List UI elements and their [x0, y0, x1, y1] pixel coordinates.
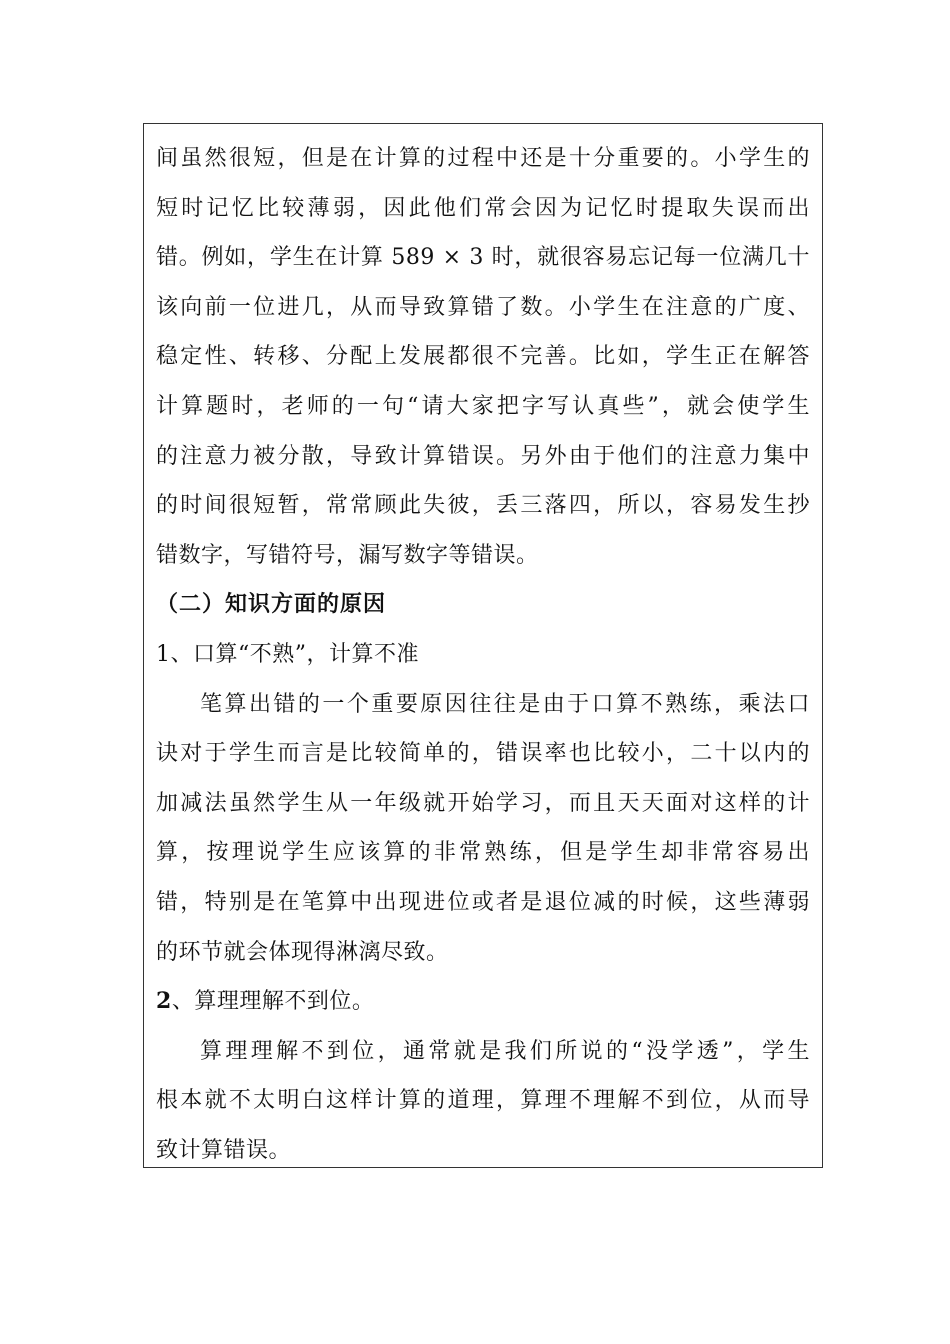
text-line: 加减法虽然学生从一年级就开始学习，而且天天面对这样的计 — [156, 790, 810, 816]
text-line: 间虽然很短，但是在计算的过程中还是十分重要的。小学生的 — [156, 146, 810, 171]
text-line: 稳定性、转移、分配上发展都很不完善。比如，学生正在解答 — [156, 344, 810, 370]
text-line: 笔算出错的一个重要原因往往是由于口算不熟练，乘法口 — [200, 691, 810, 717]
text-line: 诀对于学生而言是比较简单的，错误率也比较小，二十以内的 — [156, 741, 810, 767]
subheading-arithmetic-principle — [156, 977, 810, 1027]
text-line: 的时间很短暂，常常顾此失彼，丢三落四，所以，容易发生抄 — [156, 493, 810, 519]
text-line: 根本就不太明白这样计算的道理，算理不理解不到位，从而导 — [156, 1088, 810, 1114]
text-line: 该向前一位进几，从而导致算错了数。小学生在注意的广度、 — [156, 294, 810, 320]
subheading-number: 2 — [156, 988, 172, 1015]
paragraph-attention-memory — [156, 134, 810, 580]
document-body — [156, 134, 810, 1175]
text-line: 计算题时，老师的一句“请大家把字写认真些”，就会使学生 — [156, 393, 810, 419]
text-line: 错，特别是在笔算中出现进位或者是退位减的时候，这些薄弱 — [156, 889, 810, 915]
text-line: 算，按理说学生应该算的非常熟练，但是学生却非常容易出 — [156, 840, 810, 866]
text-line: 算理理解不到位，通常就是我们所说的“没学透”，学生 — [200, 1038, 810, 1064]
paragraph-oral-calculation — [156, 680, 810, 978]
text-line: 的环节就会体现得淋漓尽致。 — [156, 939, 449, 965]
text-line: 短时记忆比较薄弱，因此他们常会因为记忆时提取失误而出 — [156, 195, 810, 221]
document-frame — [143, 123, 823, 1168]
text-line: 致计算错误。 — [156, 1137, 292, 1163]
paragraph-arithmetic-principle — [156, 1027, 810, 1176]
text-line: 的注意力被分散，导致计算错误。另外由于他们的注意力集中 — [156, 443, 810, 469]
subheading-text: 、算理理解不到位。 — [171, 989, 375, 1015]
text-line: 错数字，写错符号，漏写数字等错误。 — [156, 542, 539, 568]
subheading-oral-calculation: 1、口算“不熟”，计算不准 — [156, 641, 419, 667]
text-line: 错。例如，学生在计算 589 × 3 时，就很容易忘记每一位满几十 — [156, 245, 810, 271]
section-heading: （二）知识方面的原因 — [156, 592, 387, 618]
